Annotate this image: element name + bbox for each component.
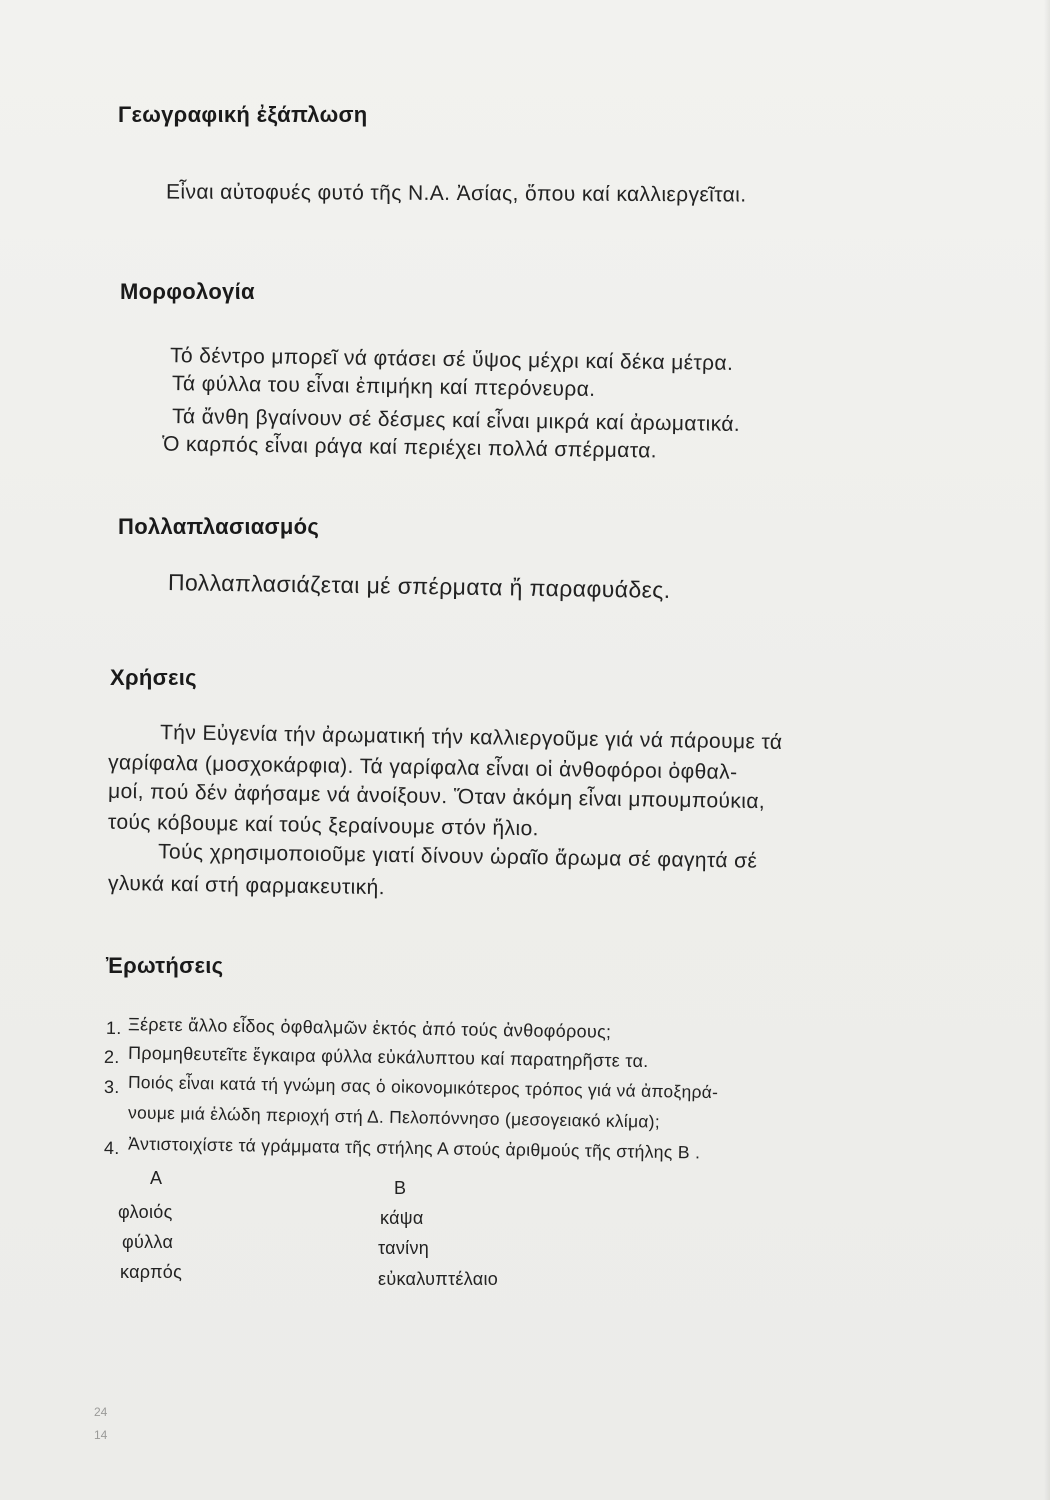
uses-line: μοί, πού δέν ἀφήσαμε νά ἀνοίξουν. Ὅταν ἀκόμη εἶναι μπουμπούκια, — [107, 779, 766, 814]
page-mark: 14 — [94, 1428, 108, 1442]
uses-line: γλυκά καί στή φαρμακευτική. — [107, 871, 386, 900]
propagation-line: Πολλαπλασιάζεται μέ σπέρματα ἤ παραφυάδες. — [167, 569, 671, 603]
question-text: Ποιός εἶναι κατά τή γνώμη σας ὁ οἰκονομικότερος τρόπος γιά νά ἀποξηρά- — [127, 1071, 719, 1103]
question-number: 3. — [103, 1076, 120, 1098]
column-b-header: Β — [394, 1178, 407, 1198]
uses-line: Τήν Εὐγενία τήν ἀρωματική τήν καλλιεργοῦμε γιά νά πάρουμε τά — [159, 721, 783, 754]
column-a-header: Α — [150, 1168, 163, 1188]
question-number: 2. — [103, 1046, 120, 1068]
uses-line: τούς κόβουμε καί τούς ξεραίνουμε στόν ἥλιο. — [107, 810, 540, 841]
column-a-item: φύλλα — [122, 1232, 174, 1252]
morphology-line: Τά ἄνθη βγαίνουν σέ δέσμες καί εἶναι μικρά καί ἀρωματικά. — [171, 405, 741, 436]
column-b-item: εὐκαλυπτέλαιο — [378, 1269, 499, 1289]
uses-line: γαρίφαλα (μοσχοκάρφια). Τά γαρίφαλα εἶναι οἱ ἀνθοφόροι ὀφθαλ- — [107, 751, 738, 784]
heading-propagation: Πολλαπλασιασμός — [118, 514, 320, 539]
scan-edge-shadow — [1044, 0, 1050, 1500]
column-a-item: φλοιός — [118, 1202, 173, 1222]
column-b-item: κάψα — [380, 1208, 424, 1228]
heading-questions: Ἐρωτήσεις — [106, 953, 224, 978]
geography-line: Εἶναι αὐτοφυές φυτό τῆς Ν.Α. Ἀσίας, ὅπου καί καλλιεργεῖται. — [165, 180, 747, 207]
morphology-line: Ὁ καρπός εἶναι ράγα καί περιέχει πολλά σπέρματα. — [161, 432, 658, 463]
page-mark: 24 — [94, 1405, 108, 1419]
question-text: Προμηθευτεῖτε ἔγκαιρα φύλλα εὐκάλυπτου καί παρατηρῆστε τα. — [127, 1042, 649, 1072]
question-text: Ἀντιστοιχίστε τά γράμματα τῆς στήλης Α στούς ἀριθμούς τῆς στήλης Β . — [127, 1133, 701, 1163]
morphology-line: Τό δέντρο μπορεῖ νά φτάσει σέ ὕψος μέχρι καί δέκα μέτρα. — [169, 344, 734, 375]
morphology-line: Τά φύλλα του εἶναι ἐπιμήκη καί πτερόνευρα. — [171, 372, 596, 401]
heading-uses: Χρήσεις — [110, 665, 197, 690]
question-number: 4. — [103, 1137, 120, 1159]
question-number: 1. — [105, 1017, 122, 1039]
column-a-item: καρπός — [120, 1262, 183, 1282]
heading-morphology: Μορφολογία — [120, 279, 255, 304]
question-text: Ξέρετε ἄλλο εἶδος ὀφθαλμῶν ἐκτός ἀπό τούς ἀνθοφόρους; — [127, 1014, 612, 1042]
column-b-item: τανίνη — [378, 1238, 430, 1258]
heading-geography: Γεωγραφική ἐξάπλωση — [118, 102, 368, 127]
question-text: νουμε μιά ἑλώδη περιοχή στή Δ. Πελοπόννησο (μεσογειακό κλίμα); — [127, 1102, 661, 1132]
uses-line: Τούς χρησιμοποιοῦμε γιατί δίνουν ὡραῖο ἄρωμα σέ φαγητά σέ — [157, 840, 758, 873]
